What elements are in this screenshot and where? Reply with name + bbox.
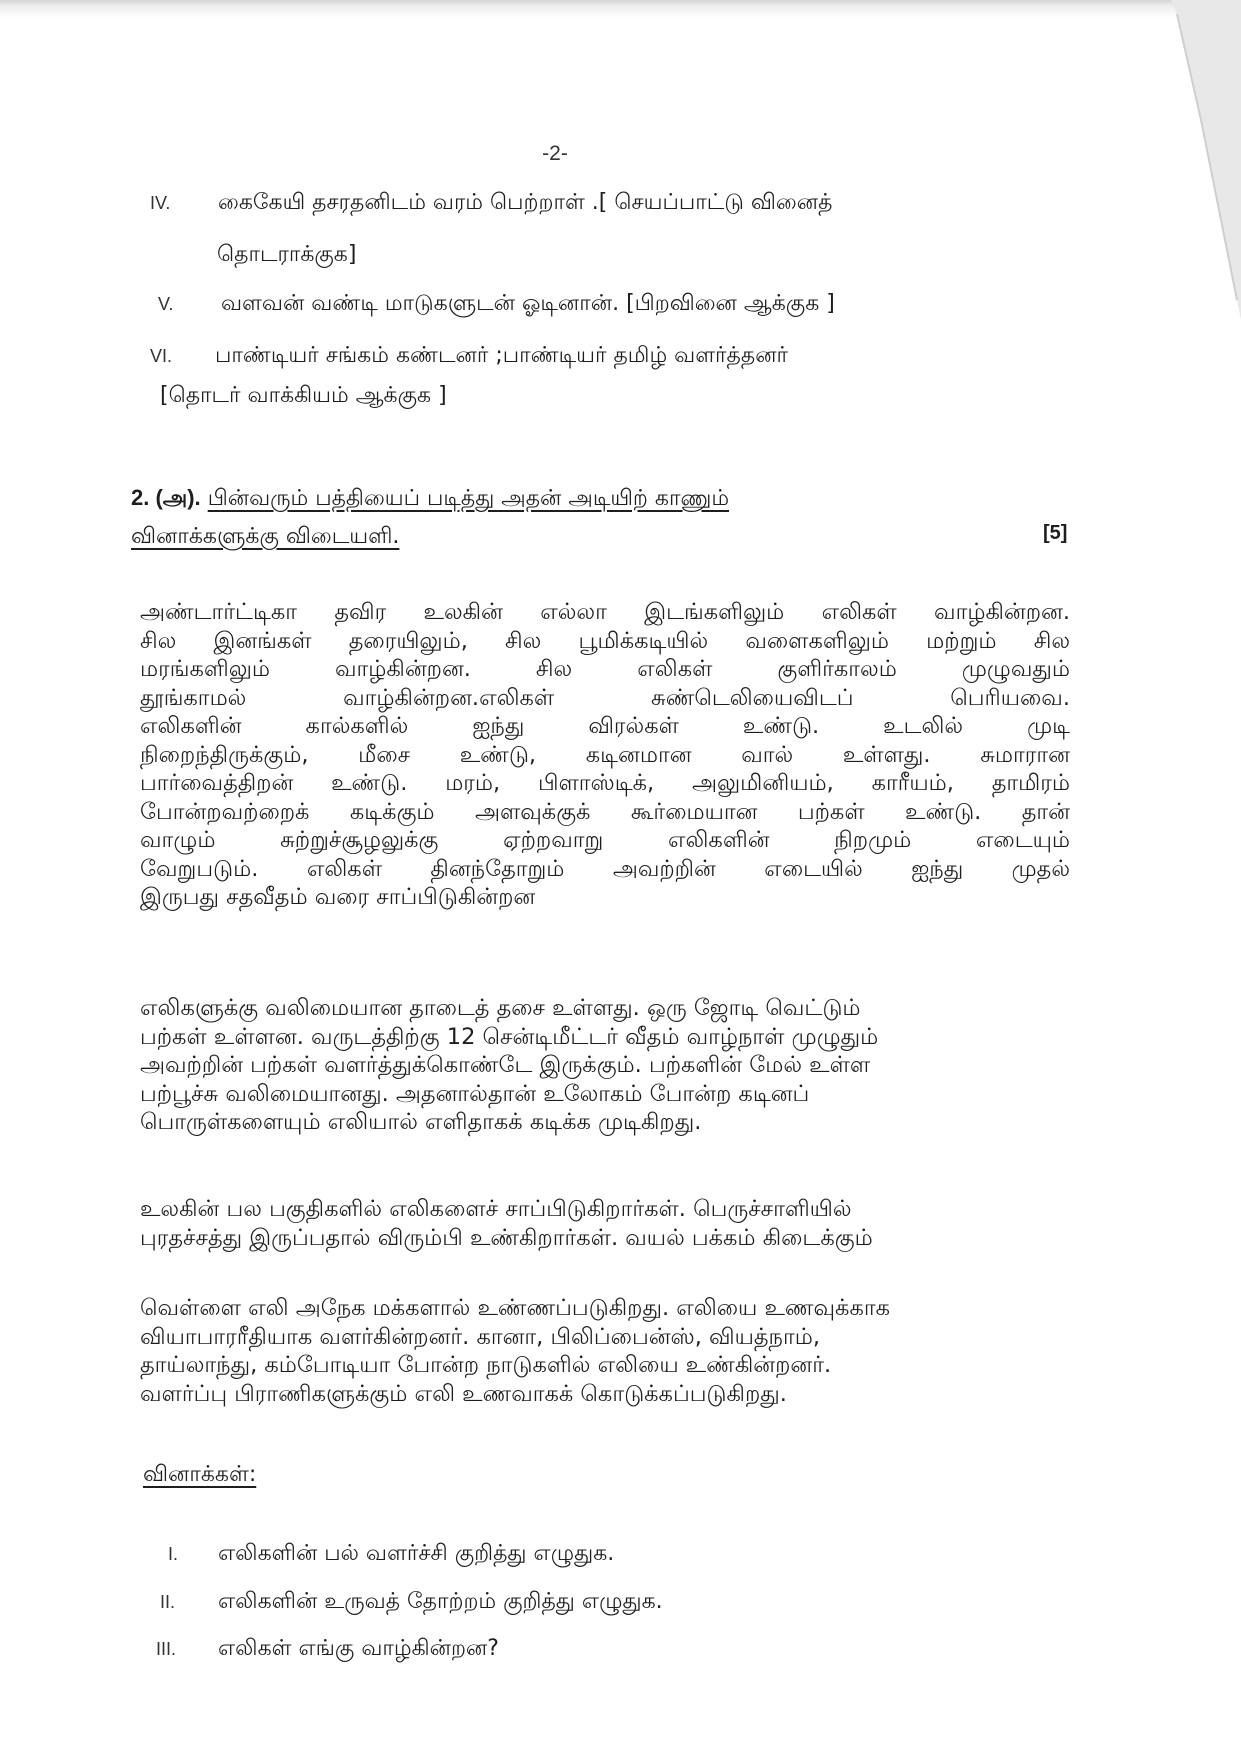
text-line: வேறுபடும். எலிகள் தினந்தோறும் அவற்றின் எடையில் ஐந்து முதல்: [140, 855, 1070, 882]
text-line: உலகின் பல பகுதிகளில் எலிகளைச் சாப்பிடுகிறார்கள். பெருச்சாளியில்: [140, 1196, 852, 1222]
q1-item-vi: [150, 341, 788, 371]
text-line: நிறைந்திருக்கும், மீசை உண்டு, கடினமான வால் உள்ளது. சுமாரான: [140, 741, 1070, 768]
text-line: வளர்ப்பு பிராணிகளுக்கும் எலி உணவாகக் கொடுக்கப்படுகிறது.: [140, 1380, 787, 1407]
item-numeral: VI.: [150, 346, 173, 366]
section-2-heading-line-2: [131, 522, 399, 552]
q1-item-v: [158, 289, 835, 319]
text-line: தாய்லாந்து, கம்போடியா போன்ற நாடுகளில் எலியை உண்கின்றனர்.: [140, 1352, 832, 1378]
passage-paragraph-3: [140, 1195, 1070, 1252]
text-line: பார்வைத்திறன் உண்டு. மரம், பிளாஸ்டிக், அலுமினியம், காரீயம், தாமிரம்: [140, 770, 1070, 796]
item-text: பாண்டியர் சங்கம் கண்டனர் ;பாண்டியர் தமிழ் வளர்த்தனர்: [215, 343, 789, 368]
text-line: மரங்களிலும் வாழ்கின்றன. சில எலிகள் குளிர்காலம் முழுவதும்: [140, 656, 1070, 682]
section-2-heading: [131, 483, 729, 514]
page-number: -2-: [542, 142, 568, 165]
question-text: எலிகளின் பல் வளர்ச்சி குறித்து எழுதுக.: [218, 1541, 615, 1566]
text-line: பொருள்களையும் எலியால் எளிதாகக் கடிக்க முடிகிறது.: [140, 1109, 702, 1135]
text-line: பற்பூச்சு வலிமையானது. அதனால்தான் உலோகம் போன்ற கடினப்: [140, 1080, 810, 1107]
text-line: பற்கள் உள்ளன. வருடத்திற்கு 12 சென்டிமீட்டர் வீதம் வாழ்நாள் முழுதும்: [140, 1023, 879, 1050]
text-line: வெள்ளை எலி அநேக மக்களால் உண்ணப்படுகிறது. எலியை உணவுக்காக: [140, 1295, 890, 1321]
section-marks: [5]: [1043, 522, 1068, 544]
question-numeral: III.: [156, 1639, 177, 1659]
question-text: எலிகளின் உருவத் தோற்றம் குறித்து எழுதுக.: [218, 1589, 663, 1614]
text-line: அண்டார்ட்டிகா தவிர உலகின் எல்லா இடங்களிலும் எலிகள் வாழ்கின்றன.: [140, 599, 1070, 625]
q1-item-vi-continuation: [தொடர் வாக்கியம் ஆக்குக ]: [160, 383, 447, 408]
text-line: போன்றவற்றைக் கடிக்கும் அளவுக்குக் கூர்மையான பற்கள் உண்டு. தான்: [140, 798, 1070, 825]
question-i: [168, 1539, 614, 1569]
text-line: வியாபாரரீதியாக வளர்கின்றனர். கானா, பிலிப்பைன்ஸ், வியத்நாம்,: [140, 1323, 820, 1350]
text-line: இருபது சதவீதம் வரை சாப்பிடுகின்றன: [140, 884, 536, 910]
item-text: கைகேயி தசரதனிடம் வரம் பெற்றாள் .[ செயப்பாட்டு வினைத்: [218, 190, 833, 215]
passage-paragraph-2: [140, 994, 1070, 1137]
item-numeral: V.: [158, 294, 174, 314]
text-line: தூங்காமல் வாழ்கின்றன.எலிகள் சுண்டெலியைவிடப் பெரியவை.: [140, 684, 1070, 711]
question-iii: [156, 1634, 499, 1664]
passage-paragraph-1: [140, 598, 1070, 912]
question-numeral: II.: [160, 1592, 176, 1612]
text-line: புரதச்சத்து இருப்பதால் விரும்பி உண்கிறார்கள். வயல் பக்கம் கிடைக்கும்: [140, 1224, 873, 1251]
scan-top-edge: [0, 0, 1241, 18]
question-text: எலிகள் எங்கு வாழ்கின்றன?: [218, 1636, 499, 1661]
text-line: அவற்றின் பற்கள் வளர்த்துக்கொண்டே இருக்கும். பற்களின் மேல் உள்ள: [140, 1052, 871, 1078]
question-ii: [160, 1587, 663, 1617]
questions-heading: வினாக்கள்:: [143, 1462, 257, 1487]
text-line: சில இனங்கள் தரையிலும், சில பூமிக்கடியில் வளைகளிலும் மற்றும் சில: [140, 627, 1070, 654]
item-text: வளவன் வண்டி மாடுகளுடன் ஓடினான். [பிறவினை ஆக்குக ]: [221, 291, 835, 316]
passage-paragraph-4: [140, 1294, 1070, 1408]
q1-item-iv-continuation: தொடராக்குக]: [217, 242, 357, 267]
section-title-line-2: வினாக்களுக்கு விடையளி.: [131, 524, 400, 549]
text-line: வாழும் சுற்றுச்சூழலுக்கு ஏற்றவாறு எலிகளின் நிறமும் எடையும்: [140, 827, 1070, 853]
scan-corner-shadow: [1171, 0, 1241, 320]
text-line: எலிகளின் கால்களில் ஐந்து விரல்கள் உண்டு. உடலில் முடி: [140, 713, 1070, 739]
section-title-line-1: பின்வரும் பத்தியைப் படித்து அதன் அடியிற் காணும்: [207, 486, 730, 511]
question-numeral: I.: [168, 1544, 179, 1564]
section-number: 2. (அ).: [131, 485, 201, 510]
text-line: எலிகளுக்கு வலிமையான தாடைத் தசை உள்ளது. ஒரு ஜோடி வெட்டும்: [140, 995, 861, 1021]
q1-item-iv: [150, 188, 832, 218]
item-numeral: IV.: [150, 193, 171, 213]
